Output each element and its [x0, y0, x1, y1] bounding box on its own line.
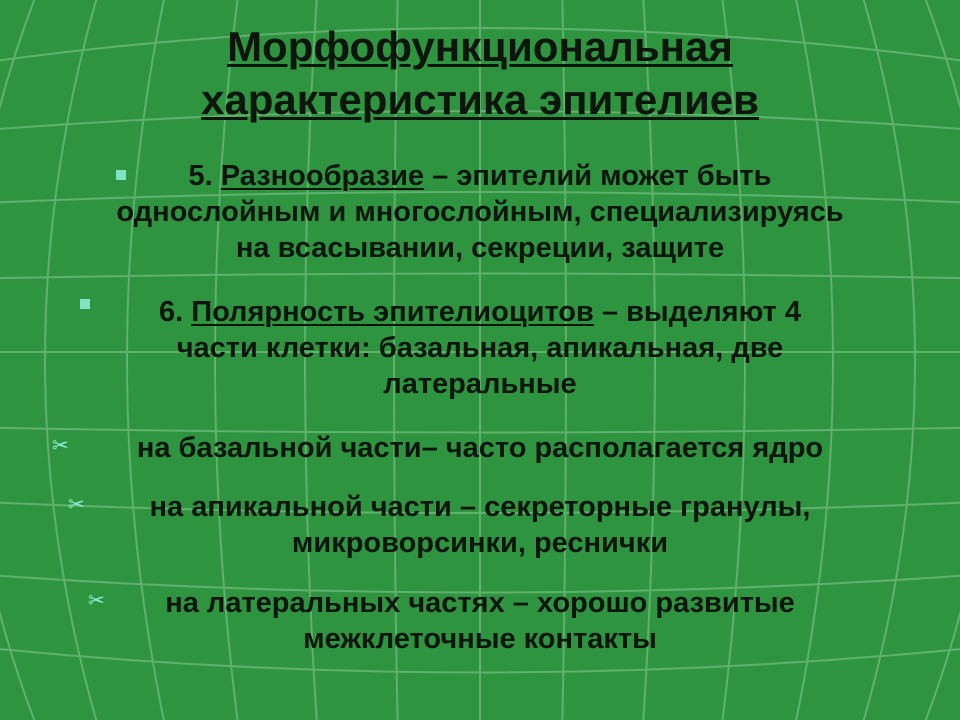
- item-number: 6.: [158, 296, 184, 328]
- item-line: однослойным и многослойным, специализируясь: [116, 196, 844, 228]
- scissors-bullet-icon: ✂: [88, 588, 105, 612]
- item-text: – эпителий может быть: [424, 160, 772, 192]
- title-line-1: Морфофункциональная: [227, 23, 733, 70]
- list-item-basal: [30, 430, 930, 466]
- item-term: Разнообразие: [220, 160, 425, 192]
- list-item-polarity: [30, 294, 930, 402]
- title-line-2: характеристика эпителиев: [201, 76, 759, 123]
- item-line: латеральные: [383, 368, 577, 400]
- item-line: межклеточные контакты: [303, 623, 657, 655]
- item-line: на всасывании, секреции, защите: [235, 232, 725, 264]
- item-line: на базальной части– часто располагается ядро: [136, 432, 824, 464]
- item-term: Полярность эпителиоцитов: [191, 296, 594, 328]
- item-line: [30, 158, 930, 194]
- item-line: на латеральных частях – хорошо развитые: [165, 587, 795, 619]
- item-line: на апикальной части – секреторные гранулы,: [149, 491, 811, 523]
- list-item-lateral: [30, 585, 930, 657]
- list-item-apical: [30, 489, 930, 561]
- item-line: микроворсинки, реснички: [291, 527, 669, 559]
- item-text: – выделяют 4: [593, 296, 802, 328]
- scissors-bullet-icon: ✂: [52, 433, 69, 457]
- slide-title: [120, 20, 840, 126]
- scissors-bullet-icon: ✂: [68, 492, 85, 516]
- list-item-diversity: [30, 158, 930, 266]
- item-line: [30, 294, 930, 330]
- item-number: 5.: [188, 160, 213, 192]
- item-line: части клетки: базальная, апикальная, две: [176, 332, 784, 364]
